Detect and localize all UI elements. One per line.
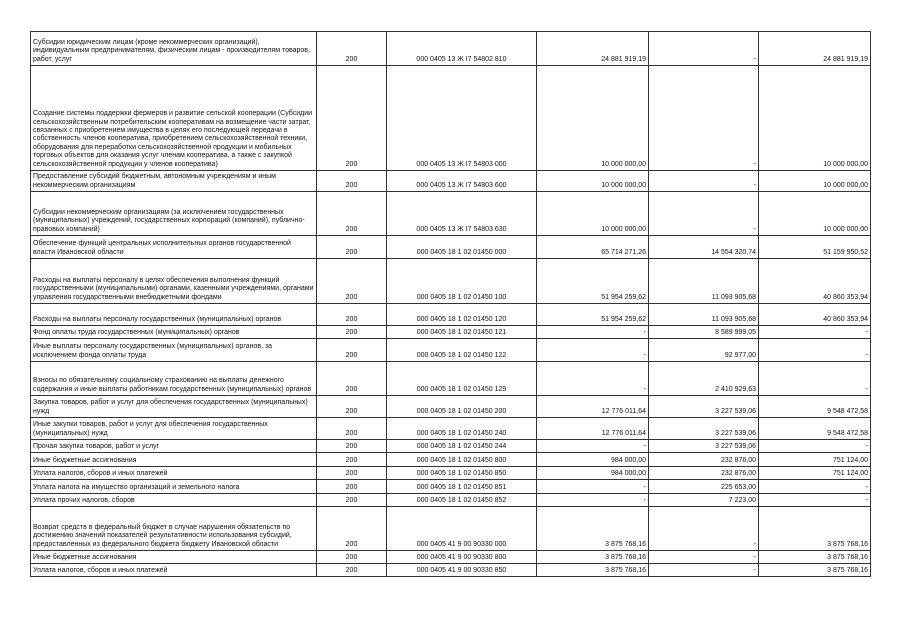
row-approved: - <box>537 440 649 453</box>
row-approved: 3 875 768,16 <box>537 551 649 564</box>
row-executed: 2 410 929,63 <box>649 362 759 396</box>
row-remaining: 9 548 472,58 <box>759 396 871 418</box>
table-row <box>31 171 871 192</box>
row-approved: 984 000,00 <box>537 453 649 467</box>
table-row <box>31 362 871 396</box>
row-remaining: - <box>759 362 871 396</box>
row-executed: - <box>649 192 759 236</box>
row-code: 200 <box>317 418 387 440</box>
row-name: Иные бюджетные ассигнования <box>31 453 317 467</box>
row-kbk: 000 0405 18 1 02 01450 100 <box>387 259 537 304</box>
row-approved: - <box>537 339 649 362</box>
row-executed: 7 223,00 <box>649 494 759 507</box>
row-code: 200 <box>317 494 387 507</box>
table-row <box>31 259 871 304</box>
row-name: Расходы на выплаты персоналу государственных (муниципальных) органов <box>31 304 317 326</box>
row-remaining: 3 875 768,16 <box>759 564 871 577</box>
row-remaining: - <box>759 480 871 494</box>
row-approved: 10 000 000,00 <box>537 66 649 171</box>
row-remaining: 751 124,00 <box>759 453 871 467</box>
row-executed: 232 876,00 <box>649 467 759 480</box>
row-code: 200 <box>317 507 387 551</box>
table-row <box>31 418 871 440</box>
row-name: Субсидии юридическим лицам (кроме некоммерческих организаций), индивидуальным предпринимателям, физическим лицам - производителям товаров, работ, услуг <box>31 32 317 66</box>
row-approved: - <box>537 480 649 494</box>
row-name: Уплата налогов, сборов и иных платежей <box>31 467 317 480</box>
row-approved: 65 714 271,26 <box>537 236 649 259</box>
row-remaining: - <box>759 339 871 362</box>
row-remaining: 10 000 000,00 <box>759 66 871 171</box>
table-row <box>31 467 871 480</box>
row-executed: 8 589 999,05 <box>649 326 759 339</box>
budget-table <box>30 31 871 577</box>
row-name: Взносы по обязательному социальному страхованию на выплаты денежного содержания и иные выплаты работникам государственных (муниципальных) органов <box>31 362 317 396</box>
row-executed: 3 227 539,06 <box>649 418 759 440</box>
row-remaining: 9 548 472,58 <box>759 418 871 440</box>
table-row <box>31 32 871 66</box>
row-kbk: 000 0405 18 1 02 01450 240 <box>387 418 537 440</box>
row-approved: 24 881 919,19 <box>537 32 649 66</box>
table-row <box>31 494 871 507</box>
row-remaining: 40 860 353,94 <box>759 259 871 304</box>
row-name: Иные закупки товаров, работ и услуг для обеспечения государственных (муниципальных) нужд <box>31 418 317 440</box>
row-name: Уплата налога на имущество организаций и земельного налога <box>31 480 317 494</box>
row-remaining: 10 000 000,00 <box>759 171 871 192</box>
row-name: Расходы на выплаты персоналу в целях обеспечения выполнения функций государственными (муниципальными) органами, казенными учреждениями, органами управления государственными внебюджетными фондами <box>31 259 317 304</box>
row-code: 200 <box>317 192 387 236</box>
row-code: 200 <box>317 551 387 564</box>
row-executed: - <box>649 551 759 564</box>
row-executed: - <box>649 171 759 192</box>
row-kbk: 000 0405 18 1 02 01450 122 <box>387 339 537 362</box>
row-remaining: 3 875 768,16 <box>759 507 871 551</box>
row-name: Фонд оплаты труда государственных (муниципальных) органов <box>31 326 317 339</box>
row-executed: - <box>649 564 759 577</box>
row-kbk: 000 0405 13 Ж I7 54803 630 <box>387 192 537 236</box>
row-kbk: 000 0405 41 9 00 90330 000 <box>387 507 537 551</box>
row-executed: 225 653,00 <box>649 480 759 494</box>
row-kbk: 000 0405 13 Ж I7 54803 600 <box>387 171 537 192</box>
table-row <box>31 507 871 551</box>
table-row <box>31 453 871 467</box>
table-row <box>31 236 871 259</box>
row-name: Закупка товаров, работ и услуг для обеспечения государственных (муниципальных) нужд <box>31 396 317 418</box>
row-code: 200 <box>317 32 387 66</box>
row-kbk: 000 0405 18 1 02 01450 850 <box>387 467 537 480</box>
row-remaining: 40 860 353,94 <box>759 304 871 326</box>
row-kbk: 000 0405 18 1 02 01450 200 <box>387 396 537 418</box>
row-remaining: 10 000 000,00 <box>759 192 871 236</box>
row-code: 200 <box>317 66 387 171</box>
row-name: Создание системы поддержки фермеров и развитие сельской кооперации (Субсидии сельскохозяйственным потребительским кооперативам на возмещение части затрат, связанных с приобретением имущества в целях его последующей передачи в собственность членов кооператива, приобретением сельскохозяйственной техники, оборудования для переработки сельскохозяйственной продукции и мобильных торговых объектов для оказания услуг членам кооператива, а также с закупкой сельскохозяйственной продукции у членов кооператива) <box>31 66 317 171</box>
row-approved: 10 000 000,00 <box>537 192 649 236</box>
row-kbk: 000 0405 18 1 02 01450 121 <box>387 326 537 339</box>
row-kbk: 000 0405 13 Ж I7 54802 810 <box>387 32 537 66</box>
row-name: Иные бюджетные ассигнования <box>31 551 317 564</box>
row-approved: 3 875 768,16 <box>537 507 649 551</box>
row-remaining: - <box>759 494 871 507</box>
row-kbk: 000 0405 18 1 02 01450 852 <box>387 494 537 507</box>
row-code: 200 <box>317 339 387 362</box>
row-code: 200 <box>317 236 387 259</box>
row-remaining: 751 124,00 <box>759 467 871 480</box>
row-remaining: - <box>759 326 871 339</box>
row-executed: 3 227 539,06 <box>649 440 759 453</box>
row-code: 200 <box>317 259 387 304</box>
table-row <box>31 326 871 339</box>
row-approved: 51 954 259,62 <box>537 304 649 326</box>
row-kbk: 000 0405 41 9 00 90330 800 <box>387 551 537 564</box>
row-name: Предоставление субсидий бюджетным, автономным учреждениям и иным некоммерческим организациям <box>31 171 317 192</box>
row-name: Иные выплаты персоналу государственных (муниципальных) органов, за исключением фонда оплаты труда <box>31 339 317 362</box>
row-code: 200 <box>317 326 387 339</box>
row-kbk: 000 0405 13 Ж I7 54803 000 <box>387 66 537 171</box>
table-row <box>31 564 871 577</box>
row-kbk: 000 0405 18 1 02 01450 800 <box>387 453 537 467</box>
budget-execution-sheet <box>30 31 871 577</box>
row-remaining: 24 881 919,19 <box>759 32 871 66</box>
table-row <box>31 339 871 362</box>
row-executed: 14 554 320,74 <box>649 236 759 259</box>
row-code: 200 <box>317 453 387 467</box>
row-approved: 10 000 000,00 <box>537 171 649 192</box>
table-row <box>31 304 871 326</box>
row-approved: - <box>537 362 649 396</box>
row-name: Субсидии некоммерческим организациям (за исключением государственных (муниципальных) учреждений, государственных корпораций (компаний), публично-правовых компаний) <box>31 192 317 236</box>
table-row <box>31 480 871 494</box>
row-code: 200 <box>317 480 387 494</box>
row-name: Возврат средств в федеральный бюджет в случае нарушения обязательств по достижению значений показателей результативности использования субсидий, предоставленных из федерального бюджета бюджету Ивановской области <box>31 507 317 551</box>
row-remaining: 51 159 950,52 <box>759 236 871 259</box>
row-executed: 232 876,00 <box>649 453 759 467</box>
row-kbk: 000 0405 18 1 02 01450 851 <box>387 480 537 494</box>
row-approved: - <box>537 494 649 507</box>
row-executed: 11 093 905,68 <box>649 259 759 304</box>
row-name: Уплата прочих налогов, сборов <box>31 494 317 507</box>
row-code: 200 <box>317 171 387 192</box>
row-code: 200 <box>317 440 387 453</box>
row-code: 200 <box>317 396 387 418</box>
table-row <box>31 396 871 418</box>
row-remaining: - <box>759 440 871 453</box>
table-row <box>31 66 871 171</box>
row-executed: 92 977,00 <box>649 339 759 362</box>
row-executed: - <box>649 32 759 66</box>
row-kbk: 000 0405 18 1 02 01450 120 <box>387 304 537 326</box>
row-approved: 12 776 011,64 <box>537 396 649 418</box>
row-kbk: 000 0405 18 1 02 01450 129 <box>387 362 537 396</box>
row-approved: 12 776 011,64 <box>537 418 649 440</box>
row-remaining: 3 875 768,16 <box>759 551 871 564</box>
row-approved: - <box>537 326 649 339</box>
row-approved: 984 000,00 <box>537 467 649 480</box>
row-executed: 3 227 539,06 <box>649 396 759 418</box>
table-row <box>31 440 871 453</box>
row-kbk: 000 0405 41 9 00 90330 850 <box>387 564 537 577</box>
row-code: 200 <box>317 304 387 326</box>
row-executed: - <box>649 66 759 171</box>
table-row <box>31 551 871 564</box>
row-executed: - <box>649 507 759 551</box>
row-approved: 51 954 259,62 <box>537 259 649 304</box>
row-name: Обеспечение функций центральных исполнительных органов государственной власти Ивановской области <box>31 236 317 259</box>
row-kbk: 000 0405 18 1 02 01450 244 <box>387 440 537 453</box>
row-executed: 11 093 905,68 <box>649 304 759 326</box>
row-approved: 3 875 768,16 <box>537 564 649 577</box>
table-row <box>31 192 871 236</box>
row-code: 200 <box>317 362 387 396</box>
row-kbk: 000 0405 18 1 02 01450 000 <box>387 236 537 259</box>
row-code: 200 <box>317 564 387 577</box>
row-name: Уплата налогов, сборов и иных платежей <box>31 564 317 577</box>
row-name: Прочая закупка товаров, работ и услуг <box>31 440 317 453</box>
row-code: 200 <box>317 467 387 480</box>
